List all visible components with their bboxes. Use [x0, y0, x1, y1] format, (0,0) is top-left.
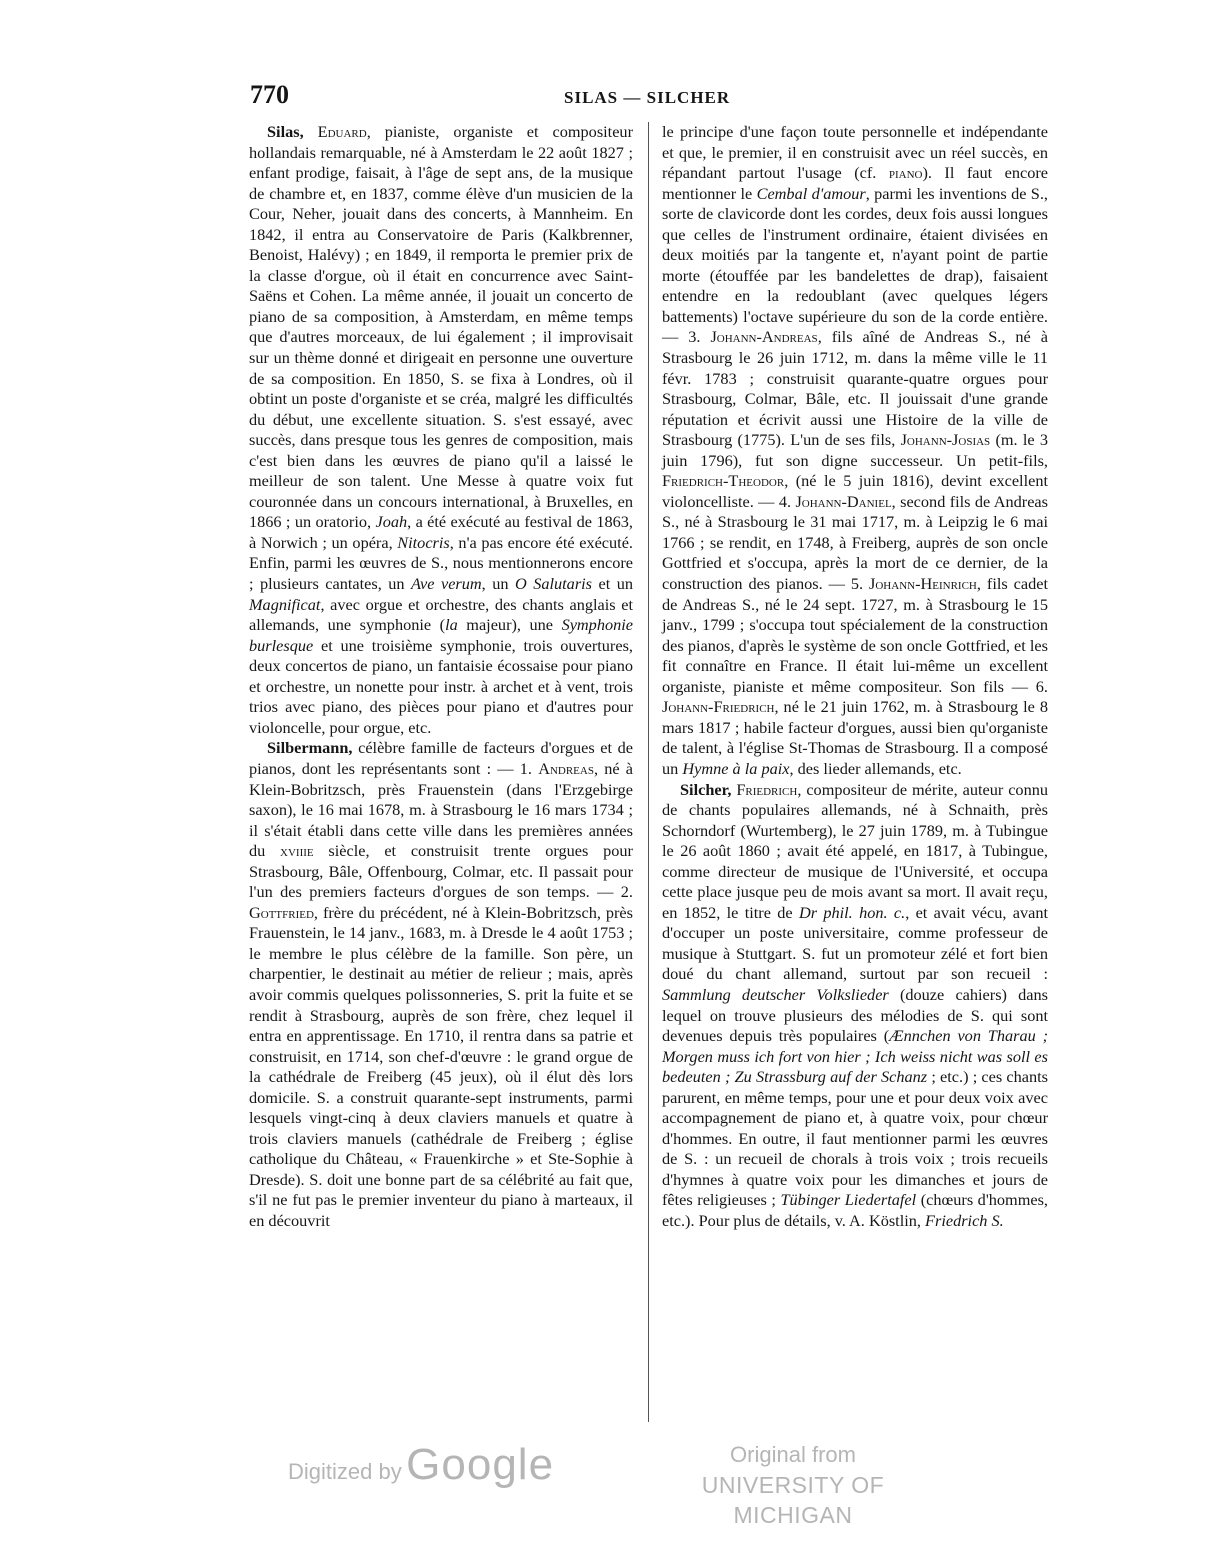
text: , n'a pas encore été exécuté. Enfin, parmi les œuvres de S., nous mentionnerons encore ; plusieurs cantates, un: [249, 532, 633, 594]
left-column: [249, 122, 633, 1232]
text: , fils cadet de Andreas S., né le 24 sept. 1727, m. à Strasbourg le 15 janv., 1799 ; s'occupa tout spécialement de la construction des pianos, d'après le système de son oncle Gottfried, et les fit connaître en France. Il était lui-même un excellent organiste, pianiste et même compositeur. Son fils — 6.: [662, 574, 1049, 696]
digitized-by-text: Digitized by: [288, 1459, 402, 1484]
title-magnificat: Magnificat: [249, 594, 321, 614]
text: , parmi les inventions de S., sorte de clavicorde dont les cordes, deux fois aussi longues que celles de l'instrument ordinaire, étaient divisées en deux moitiés par la tangente et, n'ayant point de partie morte (étouffée par les bandelettes de drap), faisaient entendre en la redoublant (avec quelques légers battements) l'octave supérieure du son de la corde entière. — 3.: [662, 183, 1048, 347]
firstname-friedrich: Friedrich: [736, 779, 798, 799]
ref-piano: piano: [888, 163, 923, 183]
name-gottfried: Gottfried: [249, 902, 314, 922]
text: ). Il faut encore mentionner le: [662, 163, 1048, 203]
name-friedrich-theodor: Friedrich-Theodor: [662, 471, 785, 491]
entry-silas: [249, 122, 633, 738]
entry-silbermann-continued: [662, 122, 1048, 780]
name-andreas: Andreas: [538, 758, 594, 778]
headword-silbermann: Silbermann,: [267, 738, 353, 758]
entry-silbermann: [249, 738, 633, 1231]
text: célèbre famille de facteurs d'orgues et de pianos, dont les représentants sont : — 1.: [249, 738, 633, 778]
title-symphonie-burlesque: Symphonie burlesque: [249, 615, 633, 655]
text: , (né le 5 juin 1816), devint excellent violoncelliste. — 4.: [662, 471, 1048, 511]
text: , et avait vécu, avant d'occuper un poste universitaire, comme professeur de musique à Stuttgart. S. fut un promoteur zélé et fort bien doué du chant allemand, surtout par son recueil :: [662, 902, 1048, 984]
page-number: 770: [250, 80, 289, 109]
headword-silcher: Silcher,: [680, 779, 732, 799]
text: (m. le 3 juin 1796), fut son digne successeur. Un petit-fils,: [662, 430, 1049, 470]
text: ; etc.) ; ces chants parurent, en même temps, pour une et pour deux voix avec accompagnement de piano et, à quatre voix, pour chœur d'hommes. En outre, il faut mentionner parmi les œuvres de S. : un recueil de chorals à trois voix ; trois recueils d'hymnes à quatre voix pour les dimanches et jours de fêtes religieuses ;: [662, 1067, 1049, 1210]
title-hymne-a-la-paix: Hymne à la paix: [682, 758, 790, 778]
column-divider: [648, 122, 649, 1422]
title-sammlung: Sammlung deutscher Volkslieder: [662, 984, 889, 1004]
text: (douze cahiers) dans lequel on trouve plusieurs des mélodies de S. qui sont devenues depuis très populaires (: [662, 984, 1048, 1046]
title-song-list: Ænnchen von Tharau ; Morgen muss ich fort von hier ; Ich weiss nicht was soll es bedeuten ; Zu Strassburg auf der Schanz: [662, 1026, 1048, 1087]
text: le principe d'une façon toute personnelle et indépendante et que, le premier, il en construisit avec un réel succès, en répandant partout l'usage (cf.: [662, 122, 1048, 183]
entry-silcher: [662, 780, 1048, 1232]
name-johann-heinrich: Johann-Heinrich: [869, 574, 977, 594]
name-johann-daniel: Johann-Daniel: [795, 491, 892, 511]
text: , frère du précédent, né à Klein-Bobritzsch, près Frauenstein, le 14 janv., 1683, m. à Dresde le 4 août 1753 ; le membre le plus célèbre de la famille. Son père, un charpentier, le destinait au métier de relieur ; mais, après avoir commis quelques polissonneries, S. prit la fuite et se rendit à Strasbourg, auprès de son frère, chez lequel il entra en apprentissage. En 1710, il rentra dans sa patrie et construisit, en 1714, son chef-d'œuvre : le grand orgue de la cathédrale de Freiberg (45 jeux), où il élut dès lors domicile. S. a construit quarante-sept instruments, parmi lesquels vingt-cinq à deux claviers manuels et quatre à trois claviers manuels (cathédrale de Freiberg ; église catholique du Château, « Frauenkirche » et Ste-Sophie à Dresde). S. doit une bonne part de sa célébrité au fait que, s'il ne fut pas le premier inventeur du piano à marteaux, il en découvrit: [249, 902, 633, 1230]
name-johann-josias: Johann-Josias: [900, 430, 991, 450]
text: siècle, et construisit trente orgues pour Strasbourg, Bâle, Offenbourg, Colmar, etc. Il passait pour l'un des premiers facteurs d'orgues de son temps. — 2.: [249, 841, 633, 902]
title-friedrich-s: Friedrich S.: [925, 1210, 1004, 1230]
text: , avec orgue et orchestre, des chants anglais et allemands, une symphonie (: [249, 594, 633, 635]
text: , second fils de Andreas S., né à Strasbourg le 31 mai 1717, m. à Leipzig le 6 mai 1766 ; se rendit, en 1748, à Freiberg, auprès de son oncle Gottfried et s'occupa, après la mort de ce dernier, de la construction des pianos. — 5.: [662, 491, 1048, 594]
running-head: SILAS — SILCHER: [564, 88, 731, 107]
headword-silas: Silas,: [267, 122, 304, 141]
title-joah: Joah: [375, 512, 408, 532]
text: , né le 21 juin 1762, m. à Strasbourg le 8 mars 1817 ; habile facteur d'orgues, aussi bien qu'organiste de talent, à l'église St-Thomas de Strasbourg. Il a composé un: [662, 697, 1048, 778]
text: et un: [592, 574, 634, 594]
right-column: [662, 122, 1048, 1232]
text: , compositeur de mérite, auteur connu de chants populaires allemands, né à Schnaith, près Schorndorf (Wurtemberg), le 27 juin 1789, m. à Tubingue le 26 août 1860 ; avait été appelé, en 1817, à Tubingue, comme directeur de musique de l'Université, et occupa cette place jusque peu de mois avant sa mort. Il avait reçu, en 1852, le titre de: [662, 779, 1048, 922]
original-from-watermark: [668, 1440, 918, 1530]
text: , des lieder allemands, etc.: [789, 758, 962, 778]
title-nitocris: Nitocris: [397, 532, 450, 552]
name-johann-andreas: Johann-Andreas: [710, 327, 818, 347]
text: , pianiste, organiste et compositeur hollandais remarquable, né à Amsterdam le 22 août 1827 ; enfant prodige, faisait, à l'âge de sept ans, de la musique de chambre et, en 1837, comme élève d'un musicien de la Cour, Neher, jouait dans des concerts, à Mannheim. En 1842, il entra au Conservatoire de Paris (Kalkbrenner, Benoist, Halévy) ; en 1849, il remporta le premier prix de la classe d'orgue, où il était en concurrence avec Saint-Saëns et Cohen. La même année, il jouait un concerto de piano de sa composition, à Amsterdam, en même temps que d'autres morceaux, de lui également ; il improvisait sur un thème donné et dirigeait en personne une ouverture de sa composition. En 1850, S. se fixa à Londres, où il obtint un poste d'organiste et se créa, malgré les difficultés du début, une excellente situation. S. s'est essayé, avec succès, dans presque tous les genres de composition, mais c'est bien dans les œuvres de piano qu'il a laissé le meilleur de son talent. Une Messe à quatre voix fut couronnée dans un concours international, à Bruxelles, en 1866 ; un oratorio,: [249, 122, 633, 532]
title-o-salutaris: O Salutaris: [514, 574, 593, 594]
title-ave-verum: Ave verum: [411, 574, 482, 594]
text: , a été exécuté au festival de 1863, à Norwich ; un opéra,: [249, 512, 633, 552]
text: (chœurs d'hommes, etc.). Pour plus de détails, v. A. Köstlin,: [662, 1190, 1049, 1230]
text: et une troisième symphonie, trois ouvertures, deux concertos de piano, un fantaisie écossaise pour piano et orchestre, un nonette pour instr. à archet et à vent, trois trios avec piano, des pièces pour piano et d'autres pour violoncelle, pour orgue, etc.: [249, 635, 633, 737]
text: majeur), une: [457, 615, 562, 635]
text: , fils aîné de Andreas S., né à Strasbourg le 26 juin 1712, m. dans la même ville le 11 févr. 1783 ; construisit quarante-quatre orgues pour Strasbourg, Colmar, Bâle, etc. Il jouissait d'une grande réputation et écrivit aussi une Histoire de la ville de Strasbourg (1775). L'un de ses fils,: [662, 327, 1048, 450]
digitized-by-watermark: [288, 1440, 554, 1490]
century: xviiie: [280, 841, 314, 861]
title-dr-phil: Dr phil. hon. c.: [798, 902, 906, 922]
text: , né à Klein-Bobritzsch, près Frauenstein (dans l'Erzgebirge saxon), le 16 mai 1678, m. à Strasbourg le 16 mars 1734 ; il s'était établi dans cette ville dans les premières années du: [249, 758, 633, 861]
key-la: la: [445, 615, 458, 635]
title-cembal-damour: Cembal d'amour: [756, 183, 866, 203]
google-logo: Google: [406, 1440, 555, 1489]
name-johann-friedrich: Johann-Friedrich: [662, 697, 775, 717]
original-from-text: Original from: [730, 1442, 856, 1467]
text: , un: [481, 574, 515, 594]
title-tubinger-liedertafel: Tübinger Liedertafel: [780, 1190, 917, 1210]
institution-text: UNIVERSITY OF MICHIGAN: [701, 1472, 885, 1528]
firstname-eduard: Eduard: [317, 122, 367, 141]
